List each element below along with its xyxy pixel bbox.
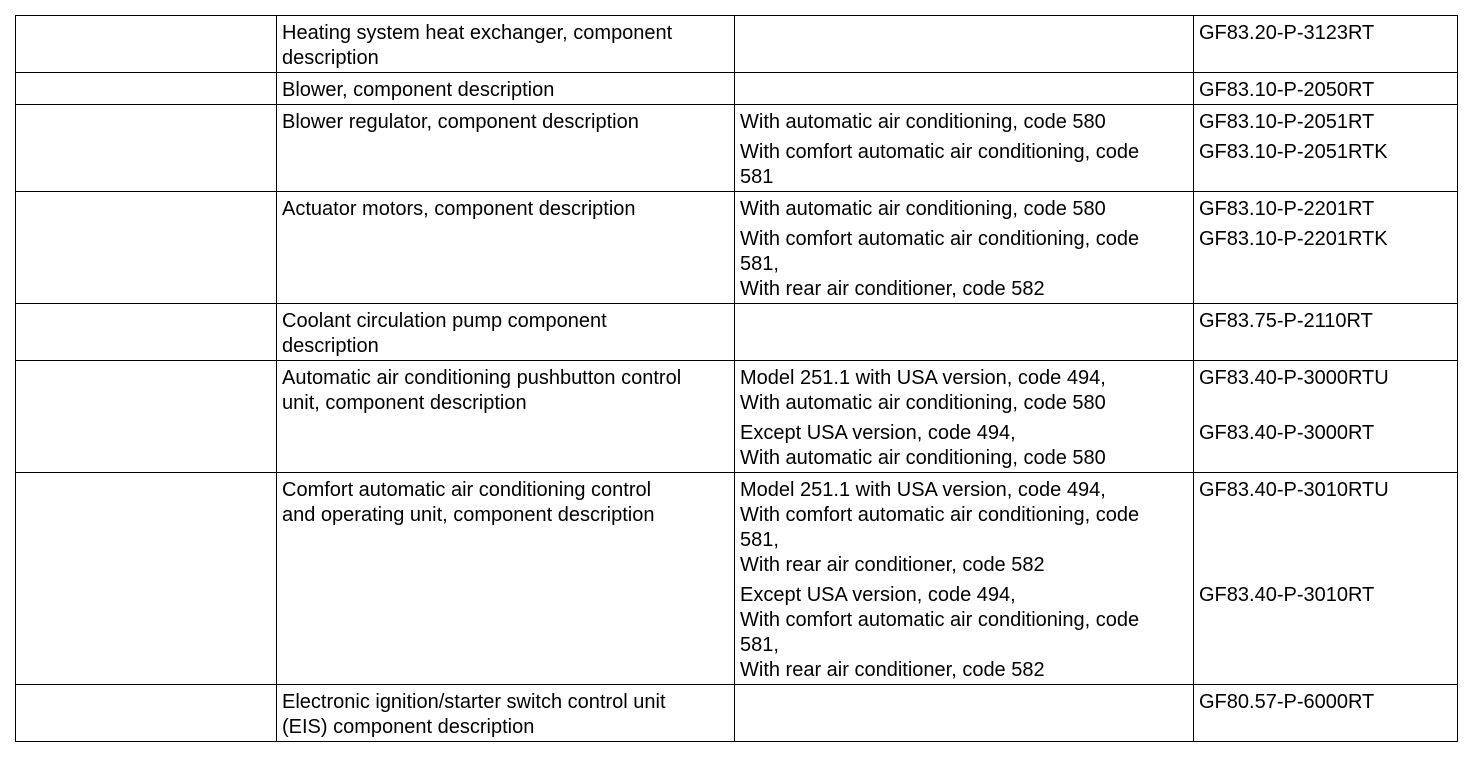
document-reference-link[interactable]: GF83.10-P-2051RTK [1199,141,1388,163]
reference-cell [1194,16,1458,73]
component-description: Comfort automatic air conditioning control and operating unit, component description [282,479,655,526]
component-cell [277,73,735,105]
condition-cell [735,473,1194,685]
component-description: Automatic air conditioning pushbutton control unit, component description [282,367,682,414]
condition-cell [735,192,1194,304]
table-row [16,105,1458,192]
table-row [16,73,1458,105]
component-description: Blower, component description [282,79,555,101]
component-cell [277,685,735,742]
condition-text: With automatic air conditioning, code 580 [740,198,1106,220]
empty-cell [16,192,277,304]
component-description: Coolant circulation pump component description [282,310,607,357]
condition-text: With comfort automatic air conditioning, code 581, With rear air conditioner, code 582 [740,228,1140,300]
condition-text: Except USA version, code 494, With automatic air conditioning, code 580 [740,422,1106,469]
reference-cell [1194,685,1458,742]
condition-cell [735,73,1194,105]
document-reference-link[interactable]: GF80.57-P-6000RT [1199,691,1375,713]
table-row [16,361,1458,473]
component-description: Actuator motors, component description [282,198,636,220]
empty-cell [16,16,277,73]
component-description: Blower regulator, component description [282,111,639,133]
empty-cell [16,304,277,361]
document-reference-link[interactable]: GF83.40-P-3010RT [1199,584,1375,606]
reference-cell [1194,192,1458,304]
condition-text: Except USA version, code 494, With comfort automatic air conditioning, code 581, With rear air conditioner, code 582 [740,584,1140,681]
condition-text: Model 251.1 with USA version, code 494, With automatic air conditioning, code 580 [740,367,1106,414]
component-cell [277,361,735,473]
empty-cell [16,73,277,105]
component-cell [277,16,735,73]
document-reference-link[interactable]: GF83.10-P-2050RT [1199,79,1375,101]
document-reference-link[interactable]: GF83.40-P-3010RTU [1199,479,1389,501]
reference-cell [1194,361,1458,473]
condition-text: With comfort automatic air conditioning, code 581 [740,141,1140,188]
condition-cell [735,361,1194,473]
document-reference-link[interactable]: GF83.40-P-3000RT [1199,422,1375,444]
document-reference-link[interactable]: GF83.20-P-3123RT [1199,22,1375,44]
reference-cell [1194,473,1458,685]
component-description: Electronic ignition/starter switch control unit (EIS) component description [282,691,666,738]
empty-cell [16,473,277,685]
condition-cell [735,105,1194,192]
component-cell [277,473,735,685]
document-reference-link[interactable]: GF83.10-P-2201RTK [1199,228,1388,250]
reference-cell [1194,73,1458,105]
table-row [16,192,1458,304]
condition-text: With automatic air conditioning, code 580 [740,111,1106,133]
empty-cell [16,685,277,742]
document-reference-link[interactable]: GF83.10-P-2201RT [1199,198,1375,220]
table-row [16,304,1458,361]
component-cell [277,304,735,361]
empty-cell [16,105,277,192]
table-row [16,685,1458,742]
component-cell [277,105,735,192]
reference-cell [1194,304,1458,361]
component-reference-table [15,15,1458,742]
component-cell [277,192,735,304]
component-description: Heating system heat exchanger, component description [282,22,673,69]
document-reference-link[interactable]: GF83.75-P-2110RT [1199,310,1373,332]
reference-cell [1194,105,1458,192]
condition-cell [735,685,1194,742]
condition-cell [735,16,1194,73]
table-row [16,16,1458,73]
document-reference-link[interactable]: GF83.40-P-3000RTU [1199,367,1389,389]
empty-cell [16,361,277,473]
condition-cell [735,304,1194,361]
table-row [16,473,1458,685]
condition-text: Model 251.1 with USA version, code 494, With comfort automatic air conditioning, code 581, With rear air conditioner, code 582 [740,479,1140,576]
document-reference-link[interactable]: GF83.10-P-2051RT [1199,111,1375,133]
